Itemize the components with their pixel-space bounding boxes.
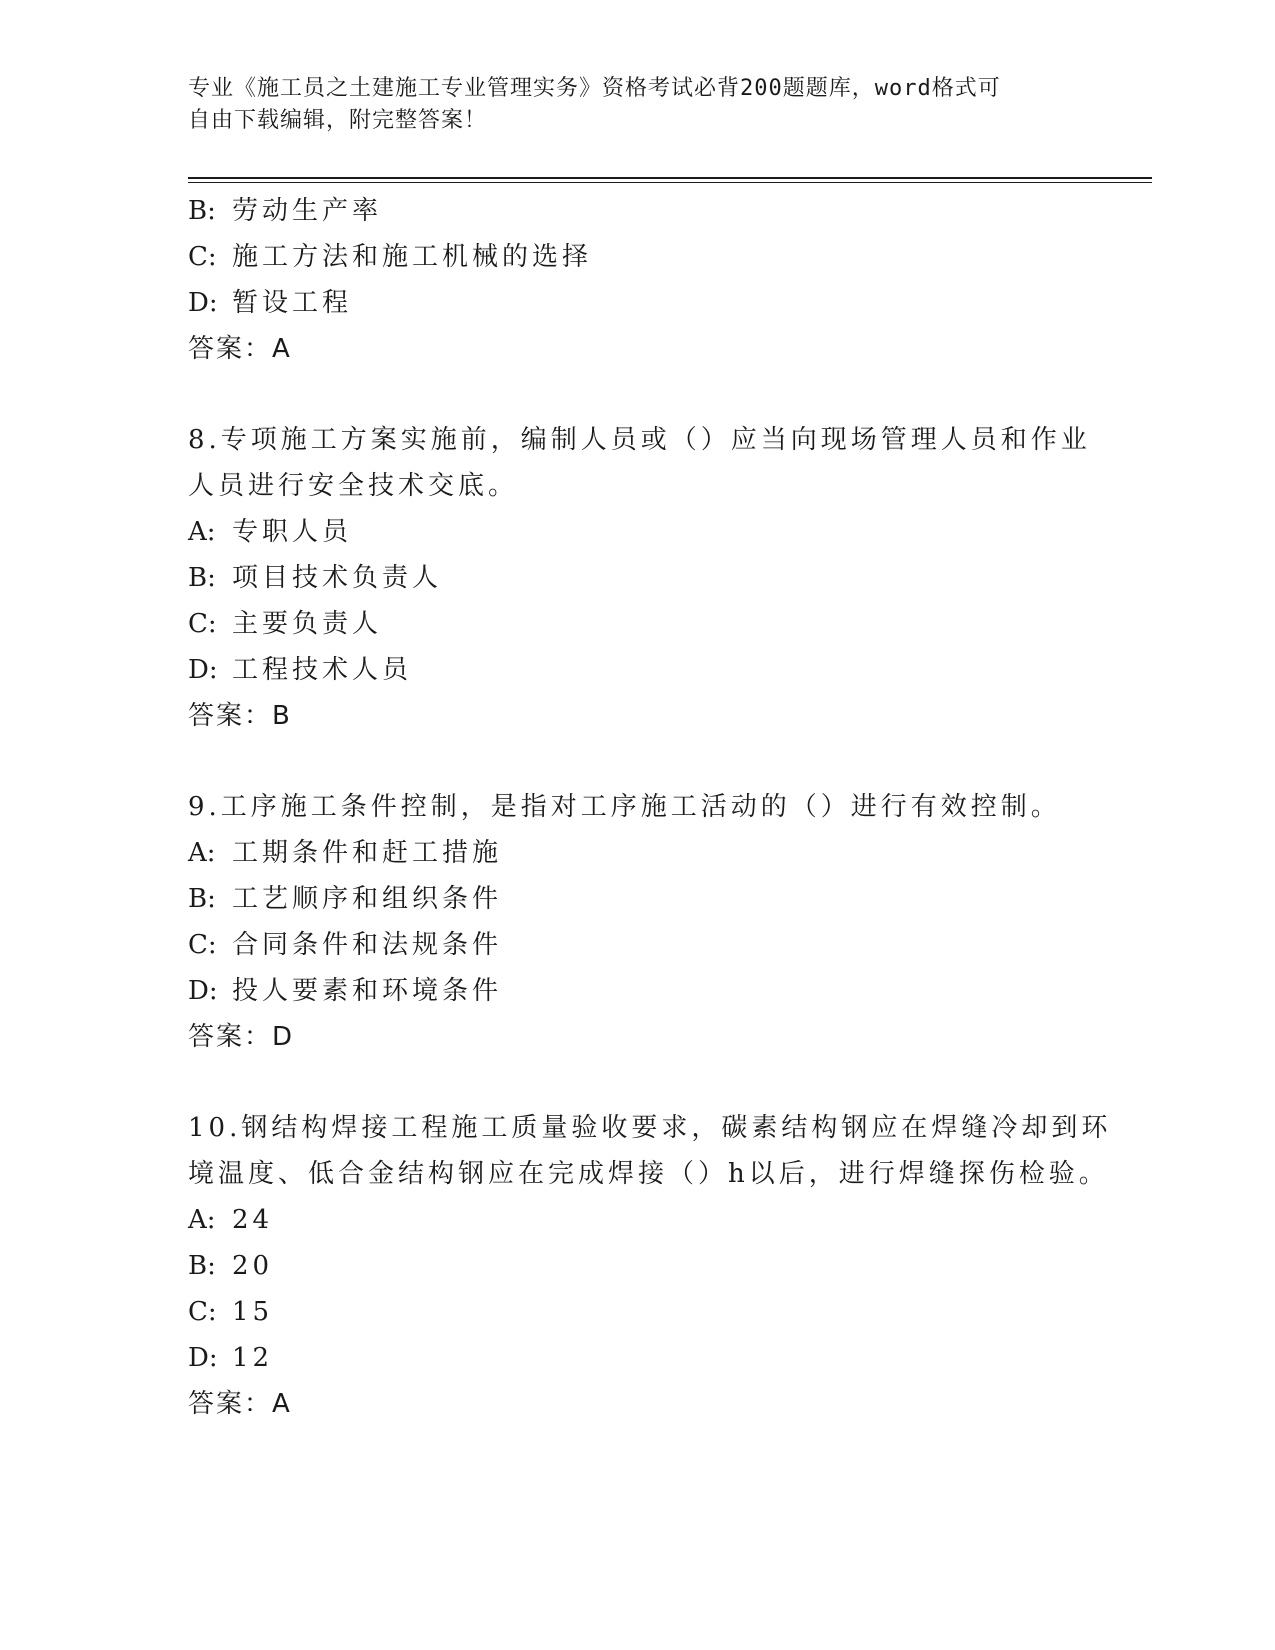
question-spacer <box>188 1060 1088 1105</box>
question-spacer <box>188 739 1088 784</box>
option-key: C: <box>188 242 217 272</box>
option-text: 投人要素和环境条件 <box>232 976 503 1006</box>
option-key: A: <box>188 838 216 868</box>
option-d <box>188 647 1088 693</box>
option-a <box>188 1197 1088 1243</box>
option-c <box>188 234 1088 280</box>
option-key: B: <box>188 1251 216 1281</box>
option-key: B: <box>188 196 216 226</box>
option-c <box>188 601 1088 647</box>
answer-line: 答案：A <box>188 334 292 364</box>
answer-line: 答案：D <box>188 1022 295 1052</box>
option-key: B: <box>188 563 216 593</box>
option-b <box>188 1243 1088 1289</box>
question-stem-line: 9.工序施工条件控制，是指对工序施工活动的（）进行有效控制。 <box>188 792 1061 822</box>
option-d <box>188 1335 1088 1381</box>
answer-line: 答案：A <box>188 1389 292 1419</box>
option-text: 项目技术负责人 <box>232 563 443 593</box>
option-a <box>188 509 1088 555</box>
option-d <box>188 280 1088 326</box>
question-carryover <box>188 188 1088 372</box>
header-divider-thin <box>188 182 1152 183</box>
option-key: C: <box>188 930 217 960</box>
option-b <box>188 555 1088 601</box>
question-stem-line: 10.钢结构焊接工程施工质量验收要求，碳素结构钢应在焊缝冷却到环 <box>188 1113 1112 1143</box>
option-key: D: <box>188 1343 218 1373</box>
option-key: C: <box>188 1297 217 1327</box>
option-key: D: <box>188 976 218 1006</box>
question-spacer <box>188 372 1088 417</box>
question-stem-line: 人员进行安全技术交底。 <box>188 471 519 501</box>
option-text: 24 <box>232 1205 274 1235</box>
option-key: B: <box>188 884 216 914</box>
option-text: 合同条件和法规条件 <box>232 930 503 960</box>
option-key: A: <box>188 517 216 547</box>
option-key: D: <box>188 288 218 318</box>
option-key: C: <box>188 609 217 639</box>
option-text: 12 <box>232 1343 274 1373</box>
option-text: 暂设工程 <box>232 288 353 318</box>
option-text: 15 <box>232 1297 274 1327</box>
option-d <box>188 968 1088 1014</box>
option-text: 专职人员 <box>232 517 353 547</box>
option-text: 施工方法和施工机械的选择 <box>232 242 593 272</box>
option-a <box>188 830 1088 876</box>
option-text: 工程技术人员 <box>232 655 413 685</box>
question-9 <box>188 784 1088 1060</box>
option-c <box>188 1289 1088 1335</box>
option-text: 工艺顺序和组织条件 <box>232 884 503 914</box>
question-10 <box>188 1105 1112 1427</box>
option-key: D: <box>188 655 218 685</box>
option-c <box>188 922 1088 968</box>
option-b <box>188 188 1088 234</box>
question-list <box>188 188 1112 1427</box>
option-key: A: <box>188 1205 216 1235</box>
question-stem-line: 8.专项施工方案实施前，编制人员或（）应当向现场管理人员和作业 <box>188 425 1091 455</box>
header-line-1: 专业《施工员之土建施工专业管理实务》资格考试必背200题题库，word格式可 <box>188 76 1001 101</box>
option-b <box>188 876 1088 922</box>
answer-line: 答案：B <box>188 701 292 731</box>
option-text: 20 <box>232 1251 274 1281</box>
option-text: 工期条件和赶工措施 <box>232 838 503 868</box>
option-text: 主要负责人 <box>232 609 383 639</box>
document-header <box>188 73 1088 137</box>
question-stem-line: 境温度、低合金结构钢应在完成焊接（）h以后，进行焊缝探伤检验。 <box>188 1159 1109 1189</box>
question-8 <box>188 417 1091 739</box>
option-text: 劳动生产率 <box>232 196 383 226</box>
header-line-2: 自由下载编辑，附完整答案！ <box>188 108 488 133</box>
header-divider-thick <box>188 177 1152 179</box>
